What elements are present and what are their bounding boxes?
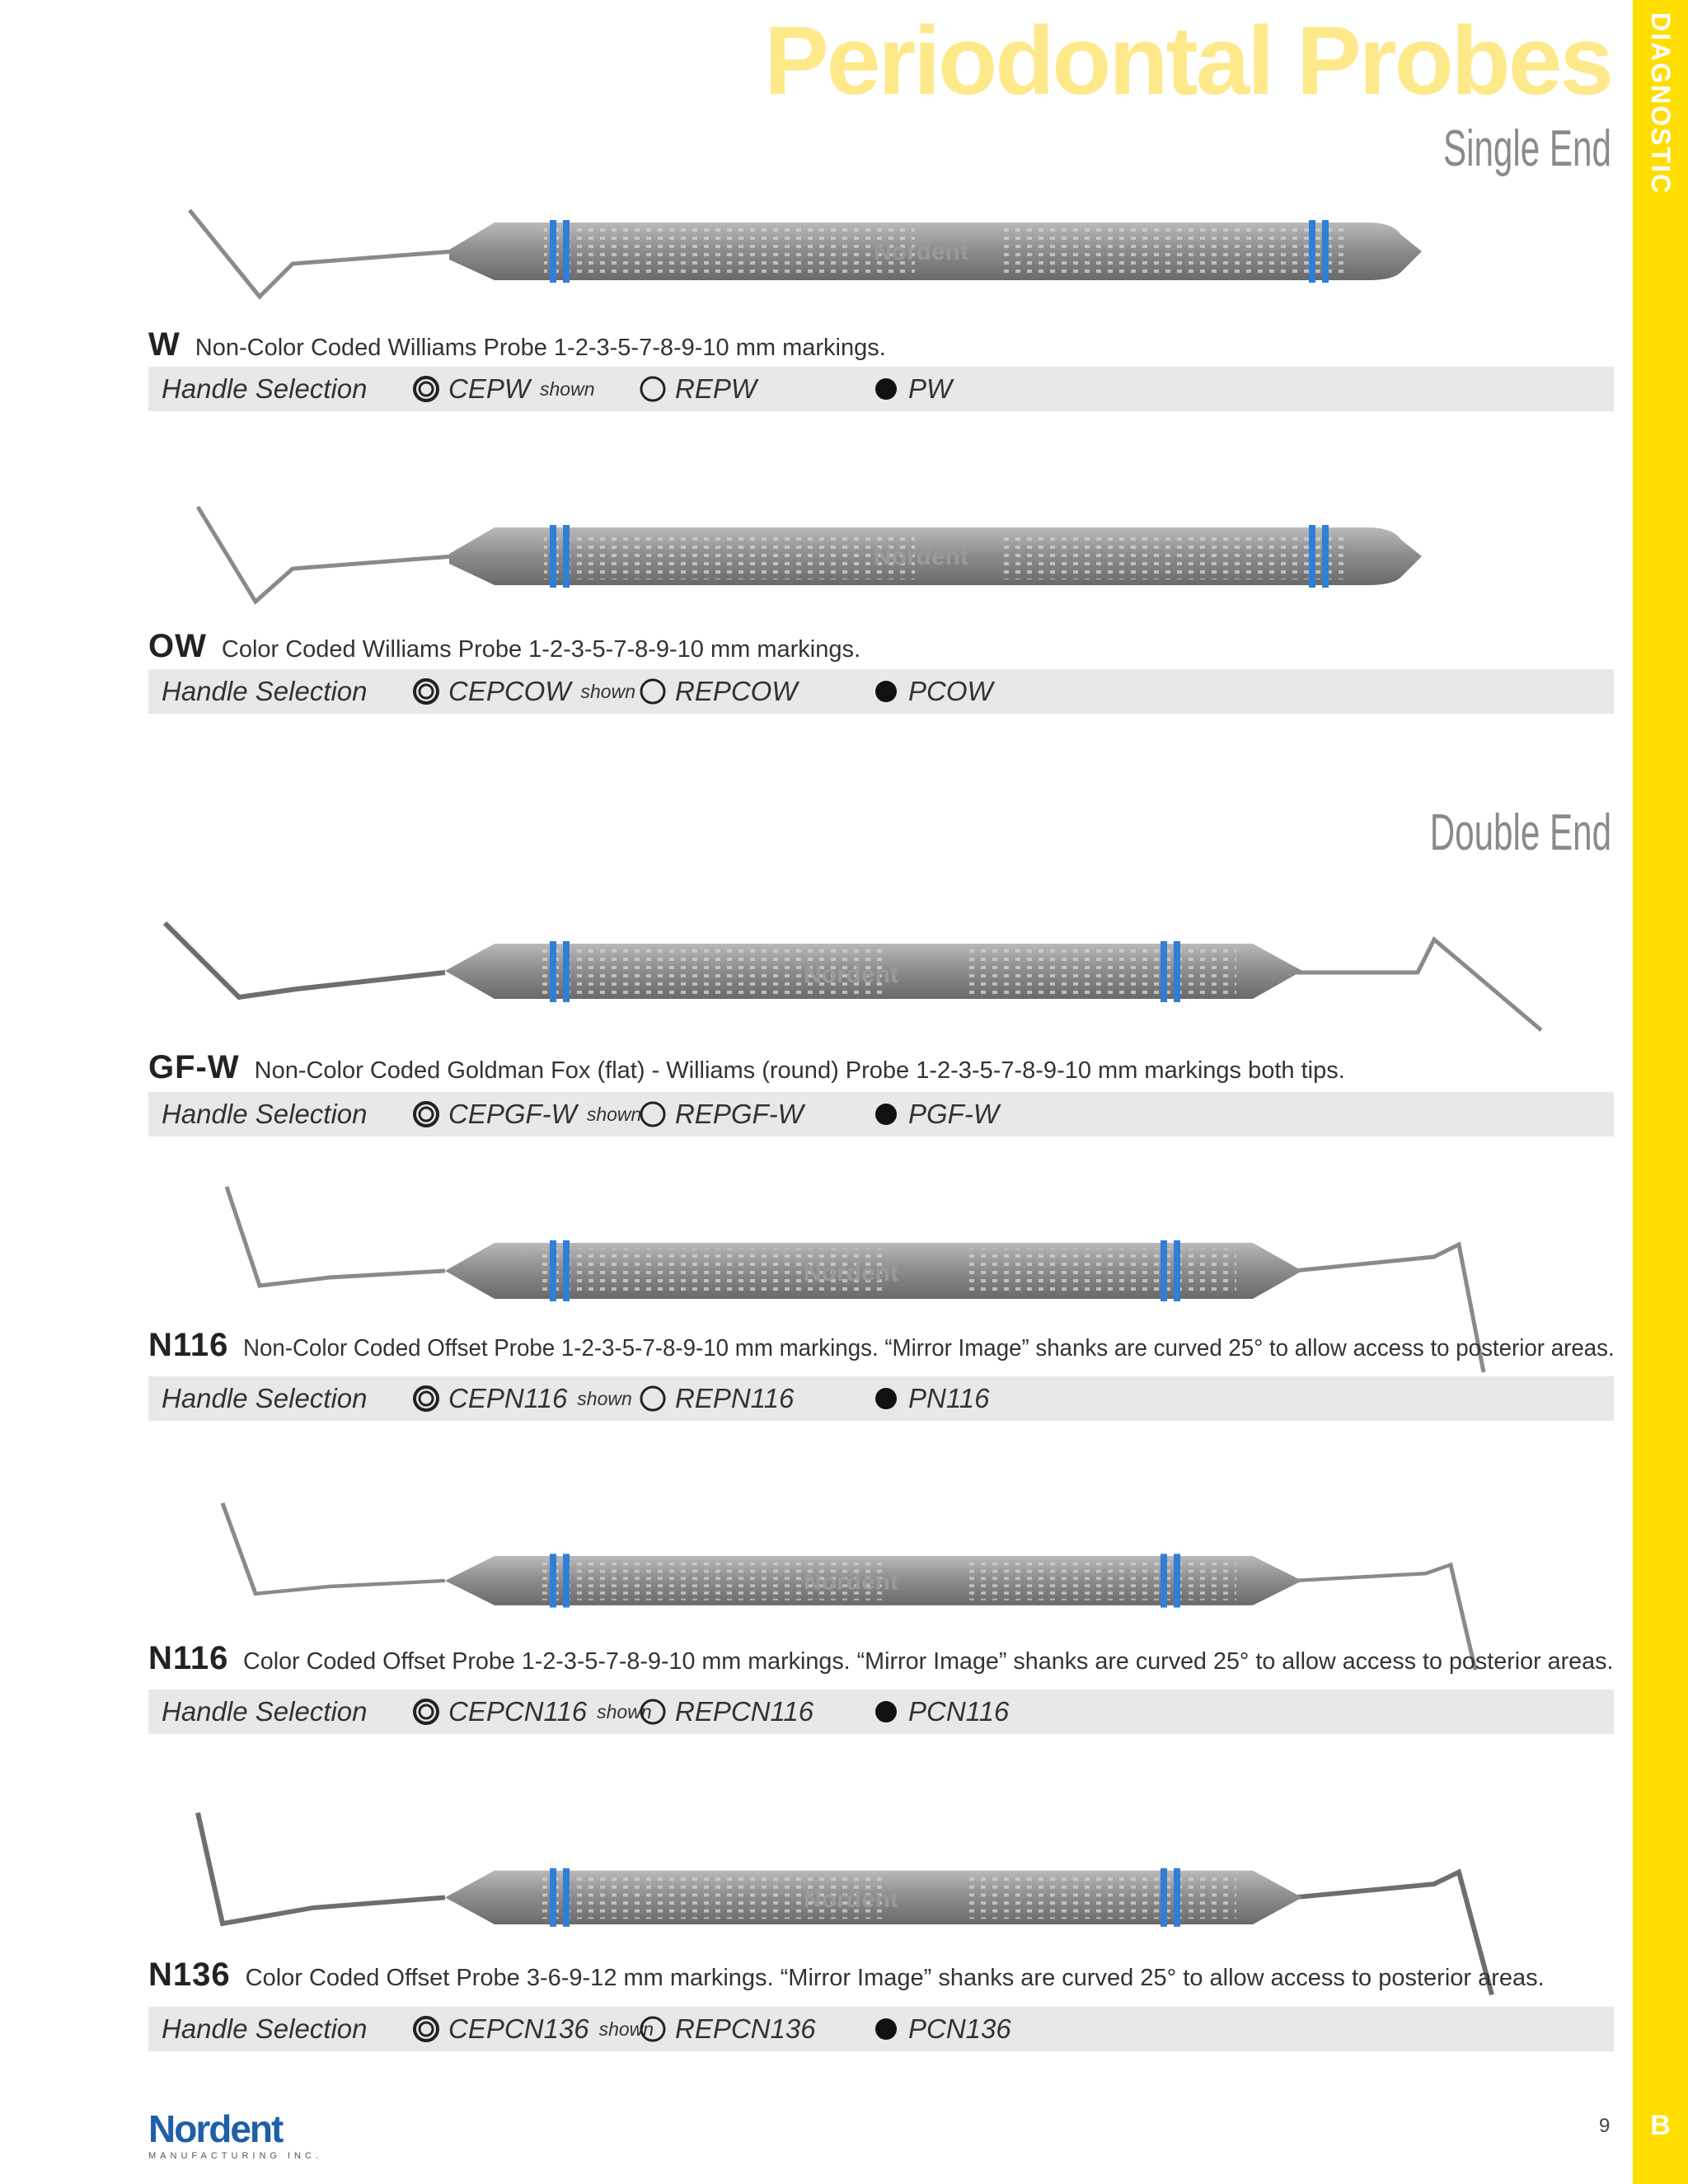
product-desc-ow [148,628,860,666]
handle-selection-row [148,669,1614,714]
handle-selection-row [148,1690,1614,1734]
footer-logo [148,2107,322,2161]
option-ce[interactable]: CEPCN116 shown [412,1696,652,1727]
section-title-single-end: Single End [1443,120,1611,177]
brand-imprint: Nordent [804,1886,898,1913]
product-desc-w [148,326,886,364]
option-p[interactable]: PCN116 [872,1696,1009,1727]
option-ce[interactable]: CEPN116 shown [412,1383,632,1414]
product-desc-n116 [148,1327,1679,1365]
handle-selection-label: Handle Selection [162,373,368,404]
option-p[interactable]: PN116 [872,1383,989,1414]
probe-image-cn136 [148,1805,1566,1970]
re-handle-icon [639,1698,667,1726]
option-ce[interactable]: CEPGF-W shown [412,1099,641,1130]
product-desc-cn136 [148,1957,1545,1994]
handle-selection-label: Handle Selection [162,1099,368,1129]
probe-image-n116 [148,1179,1566,1343]
ce-handle-icon [412,1385,440,1413]
re-handle-icon [639,1385,667,1413]
option-p[interactable]: PGF-W [872,1099,999,1130]
re-handle-icon [639,2015,667,2043]
logo-wordmark: Nordent [148,2107,283,2150]
handle-selection-row [148,1376,1614,1421]
p-handle-icon [872,1698,900,1726]
brand-imprint: Nordent [804,961,898,988]
product-description: Non-Color Coded Goldman Fox (flat) - Williams (round) Probe 1-2-3-5-7-8-9-10 mm markings both tips. [254,1057,1345,1084]
product-code: N136 [148,1957,231,1993]
ce-handle-icon [412,1100,440,1128]
ce-handle-icon [412,1698,440,1726]
side-tab [1633,0,1688,2184]
page-number: 9 [1599,2115,1611,2137]
option-re[interactable]: REPGF-W [639,1099,804,1130]
brand-imprint: Nordent [874,543,968,570]
p-handle-icon [872,1385,900,1413]
re-handle-icon [639,677,667,705]
option-ce[interactable]: CEPW shown [412,373,594,405]
probe-image-ow [148,478,1566,643]
handle-selection-label: Handle Selection [162,676,368,706]
option-ce[interactable]: CEPCOW shown [412,676,635,707]
product-description: Non-Color Coded Williams Probe 1-2-3-5-7-8-9-10 mm markings. [195,335,886,361]
handle-selection-label: Handle Selection [162,1383,368,1413]
product-code: W [148,326,181,363]
logo-subtitle: MANUFACTURING INC. [148,2151,322,2161]
brand-imprint: Nordent [874,238,968,265]
p-handle-icon [872,2015,900,2043]
option-re[interactable]: REPCOW [639,676,798,707]
product-code: N116 [148,1640,229,1676]
option-p[interactable]: PCN136 [872,2013,1011,2045]
re-handle-icon [639,1100,667,1128]
probe-image-w [148,177,1566,342]
p-handle-icon [872,677,900,705]
brand-imprint: Nordent [804,1259,898,1286]
option-ce[interactable]: CEPCN136 shown [412,2013,654,2045]
product-description: Color Coded Offset Probe 3-6-9-12 mm markings. “Mirror Image” shanks are curved 25° to allow access to posterior areas. [245,1965,1545,1991]
handle-selection-row [148,1092,1614,1137]
product-code: N116 [148,1327,229,1363]
p-handle-icon [872,375,900,403]
product-description: Color Coded Offset Probe 1-2-3-5-7-8-9-10 mm markings. “Mirror Image” shanks are curved 25° to allow access to posterior areas. [243,1648,1614,1675]
product-description: Non-Color Coded Offset Probe 1-2-3-5-7-8-9-10 mm markings. “Mirror Image” shanks are curved 25° to allow access to posterior areas. [243,1335,1615,1361]
probe-image-gf-w [148,890,1566,1055]
option-p[interactable]: PW [872,373,952,405]
p-handle-icon [872,1100,900,1128]
product-code: OW [148,628,207,664]
product-code: GF-W [148,1049,240,1085]
option-re[interactable]: REPCN116 [639,1696,814,1727]
handle-selection-row [148,367,1614,411]
product-description: Color Coded Williams Probe 1-2-3-5-7-8-9-10 mm markings. [221,636,861,663]
option-re[interactable]: REPCN136 [639,2013,816,2045]
probe-image-cn116 [148,1496,1566,1661]
handle-selection-label: Handle Selection [162,1696,368,1727]
ce-handle-icon [412,375,440,403]
option-re[interactable]: REPW [639,373,757,405]
option-re[interactable]: REPN116 [639,1383,794,1414]
option-p[interactable]: PCOW [872,676,993,707]
handle-selection-label: Handle Selection [162,2013,368,2044]
re-handle-icon [639,375,667,403]
ce-handle-icon [412,677,440,705]
handle-selection-row [148,2007,1614,2051]
brand-imprint: Nordent [804,1569,898,1595]
side-tab-label: DIAGNOSTIC [1646,12,1676,194]
section-title-double-end: Double End [1429,804,1611,861]
product-desc-gf-w [148,1049,1345,1087]
ce-handle-icon [412,2015,440,2043]
page-title: Periodontal Probes [764,7,1611,115]
side-tab-letter: B [1650,2110,1671,2141]
product-desc-cn116 [148,1640,1627,1678]
